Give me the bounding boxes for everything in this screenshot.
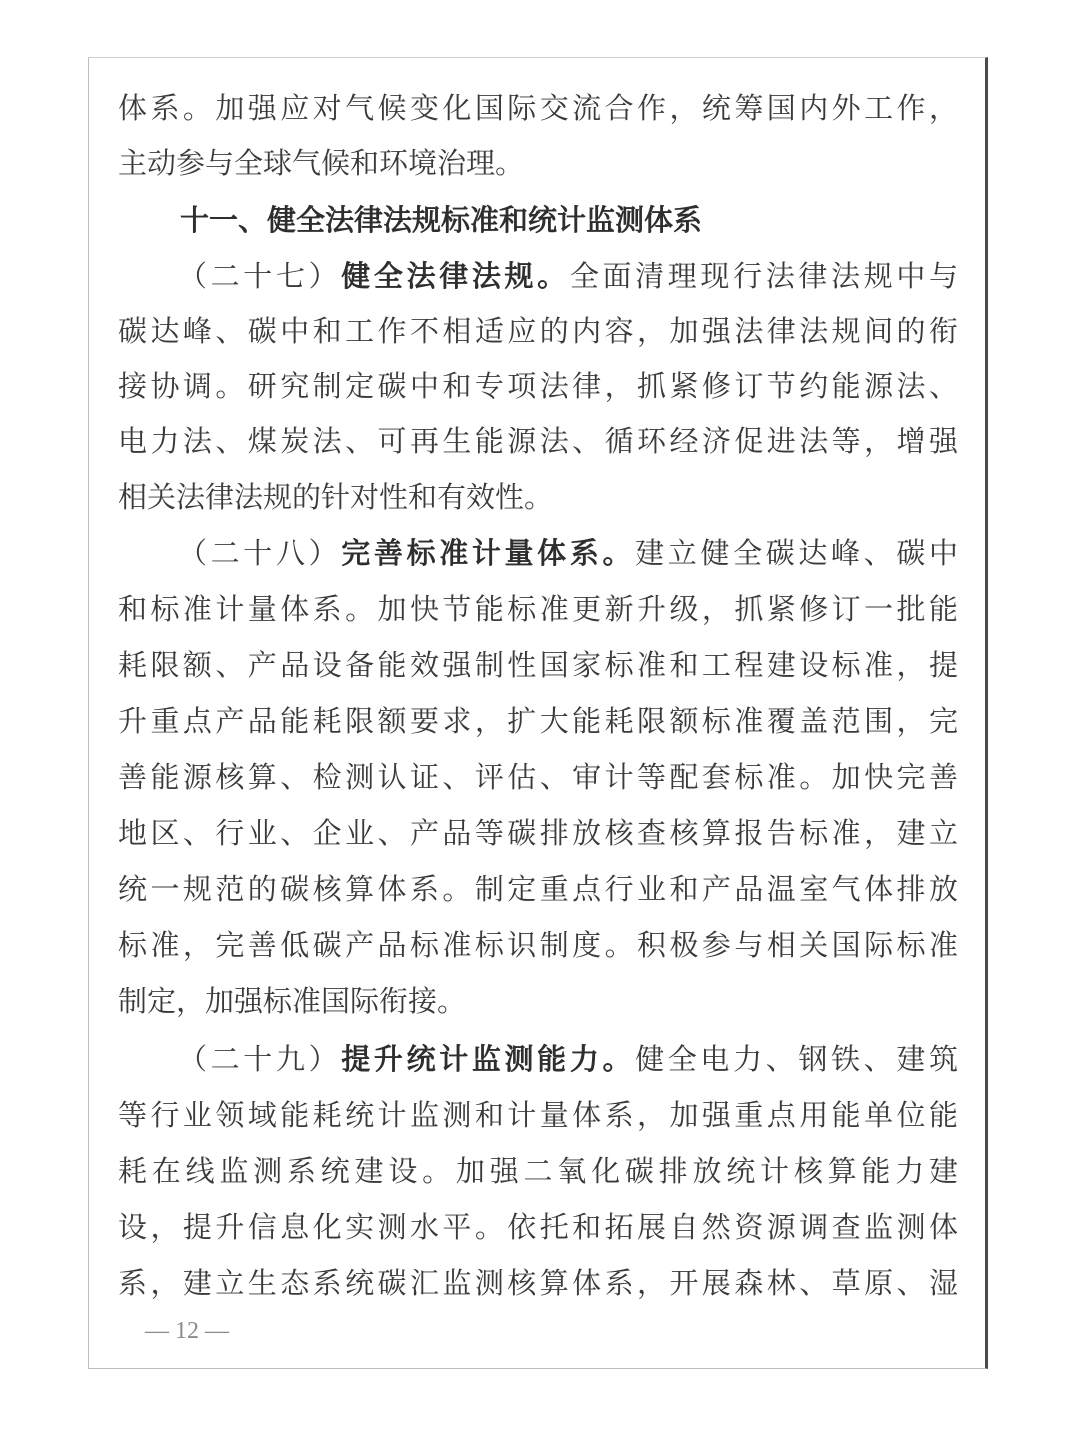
item-number: （二十九） [178,1042,342,1076]
paragraph-line: 电力法、煤炭法、可再生能源法、循环经济促进法等，增强 [118,424,958,458]
page-number: — 12 — [145,1318,229,1344]
item-title: 提升统计监测能力。 [341,1042,636,1076]
paragraph-first-line [178,256,958,296]
item-number: （二十八） [178,536,342,570]
paragraph-line: 善能源核算、检测认证、评估、审计等配套标准。加快完善 [118,760,958,794]
paragraph-line: 耗限额、产品设备能效强制性国家标准和工程建设标准，提 [118,648,958,682]
paragraph-line: 和标准计量体系。加快节能标准更新升级，抓紧修订一批能 [118,592,958,626]
paragraph-line: 体系。加强应对气候变化国际交流合作，统筹国内外工作， [118,91,958,125]
paragraph-line: 接协调。研究制定碳中和专项法律，抓紧修订节约能源法、 [118,369,958,403]
paragraph-first-line [178,533,958,573]
paragraph-line: 碳达峰、碳中和工作不相适应的内容，加强法律法规间的衔 [118,314,958,348]
paragraph-line: 制定，加强标准国际衔接。 [118,984,467,1018]
paragraph-line: 主动参与全球气候和环境治理。 [118,146,525,180]
paragraph-line: 地区、行业、企业、产品等碳排放核查核算报告标准，建立 [118,816,958,850]
item-title: 完善标准计量体系。 [341,536,636,570]
paragraph-line: 升重点产品能耗限额要求，扩大能耗限额标准覆盖范围，完 [118,704,958,738]
item-text: 健全电力、钢铁、建筑 [635,1042,958,1076]
item-title: 健全法律法规。 [341,259,570,293]
item-number: （二十七） [178,259,342,293]
paragraph-line: 等行业领域能耗统计监测和计量体系，加强重点用能单位能 [118,1098,958,1132]
paragraph-line: 统一规范的碳核算体系。制定重点行业和产品温室气体排放 [118,872,958,906]
paragraph-first-line [178,1039,958,1079]
item-text: 全面清理现行法律法规中与 [569,259,958,293]
paragraph-line: 系，建立生态系统碳汇监测核算体系，开展森林、草原、湿 [118,1266,958,1300]
item-text: 建立健全碳达峰、碳中 [635,536,958,570]
paragraph-line: 耗在线监测系统建设。加强二氧化碳排放统计核算能力建 [118,1154,958,1188]
paragraph-line: 相关法律法规的针对性和有效性。 [118,480,554,514]
paragraph-line: 设，提升信息化实测水平。依托和拓展自然资源调查监测体 [118,1210,958,1244]
paragraph-line: 标准，完善低碳产品标准标识制度。积极参与相关国际标准 [118,928,958,962]
section-heading: 十一、健全法律法规标准和统计监测体系 [180,203,703,237]
